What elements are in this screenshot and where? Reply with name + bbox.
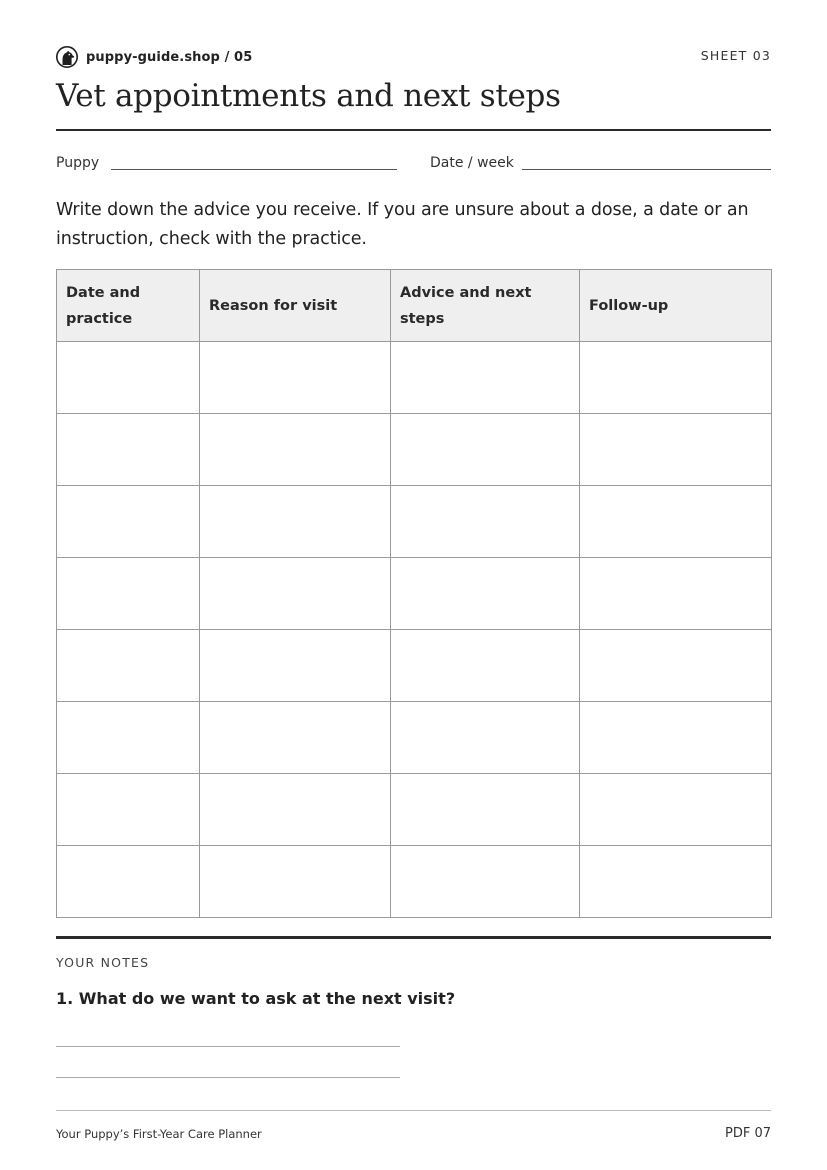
answer-line[interactable] <box>56 1046 400 1047</box>
table-cell[interactable] <box>57 702 200 774</box>
table-cell[interactable] <box>200 414 391 486</box>
table-cell[interactable] <box>200 486 391 558</box>
column-header-follow-up: Follow-up <box>580 270 772 342</box>
column-header-reason: Reason for visit <box>200 270 391 342</box>
table-cell[interactable] <box>391 630 580 702</box>
table-row <box>57 774 772 846</box>
table-row <box>57 846 772 918</box>
table-cell[interactable] <box>57 846 200 918</box>
table-cell[interactable] <box>391 558 580 630</box>
footer-planner-title: Your Puppy’s First-Year Care Planner <box>56 1127 262 1141</box>
table-row <box>57 558 772 630</box>
table-row <box>57 702 772 774</box>
vet-appointments-table <box>56 269 772 918</box>
table-cell[interactable] <box>391 846 580 918</box>
table-header-row <box>57 270 772 342</box>
instructions-text: Write down the advice you receive. If you are unsure about a dose, a date or an instruction, check with the practice. <box>56 200 749 249</box>
page-title: Vet appointments and next steps <box>56 78 561 114</box>
table-cell[interactable] <box>200 774 391 846</box>
table-cell[interactable] <box>580 846 772 918</box>
column-header-advice: Advice and next steps <box>391 270 580 342</box>
table-cell[interactable] <box>391 702 580 774</box>
title-divider <box>56 129 771 131</box>
table-cell[interactable] <box>391 414 580 486</box>
table-cell[interactable] <box>580 558 772 630</box>
table-row <box>57 342 772 414</box>
table-cell[interactable] <box>200 558 391 630</box>
table-cell[interactable] <box>580 342 772 414</box>
table-cell[interactable] <box>580 486 772 558</box>
table-cell[interactable] <box>391 342 580 414</box>
table-cell[interactable] <box>57 558 200 630</box>
table-cell[interactable] <box>57 774 200 846</box>
table-cell[interactable] <box>57 630 200 702</box>
notes-divider <box>56 936 771 939</box>
brand <box>56 46 252 68</box>
notes-section-label: YOUR NOTES <box>56 955 150 970</box>
table-row <box>57 486 772 558</box>
page-header <box>56 44 771 70</box>
column-header-date-practice: Date and practice <box>57 270 200 342</box>
table-cell[interactable] <box>200 846 391 918</box>
sheet-number: SHEET 03 <box>700 48 771 63</box>
table-cell[interactable] <box>200 702 391 774</box>
table-cell[interactable] <box>57 414 200 486</box>
notes-question: 1. What do we want to ask at the next visit? <box>56 989 456 1008</box>
table-cell[interactable] <box>200 342 391 414</box>
puppy-field[interactable] <box>111 169 397 170</box>
table-cell[interactable] <box>391 774 580 846</box>
table-cell[interactable] <box>391 486 580 558</box>
brand-name: puppy-guide.shop / 05 <box>86 49 253 65</box>
table-cell[interactable] <box>57 342 200 414</box>
footer-page-label: PDF 07 <box>724 1126 771 1141</box>
table-cell[interactable] <box>580 774 772 846</box>
table-cell[interactable] <box>200 630 391 702</box>
table-cell[interactable] <box>57 486 200 558</box>
date-week-field[interactable] <box>522 169 771 170</box>
dog-icon <box>56 46 78 68</box>
table-cell[interactable] <box>580 414 772 486</box>
table-cell[interactable] <box>580 702 772 774</box>
table-row <box>57 414 772 486</box>
footer-divider <box>56 1110 771 1111</box>
puppy-label: Puppy <box>56 155 100 171</box>
table-row <box>57 630 772 702</box>
table-cell[interactable] <box>580 630 772 702</box>
date-week-label: Date / week <box>430 155 514 171</box>
answer-line[interactable] <box>56 1077 400 1078</box>
